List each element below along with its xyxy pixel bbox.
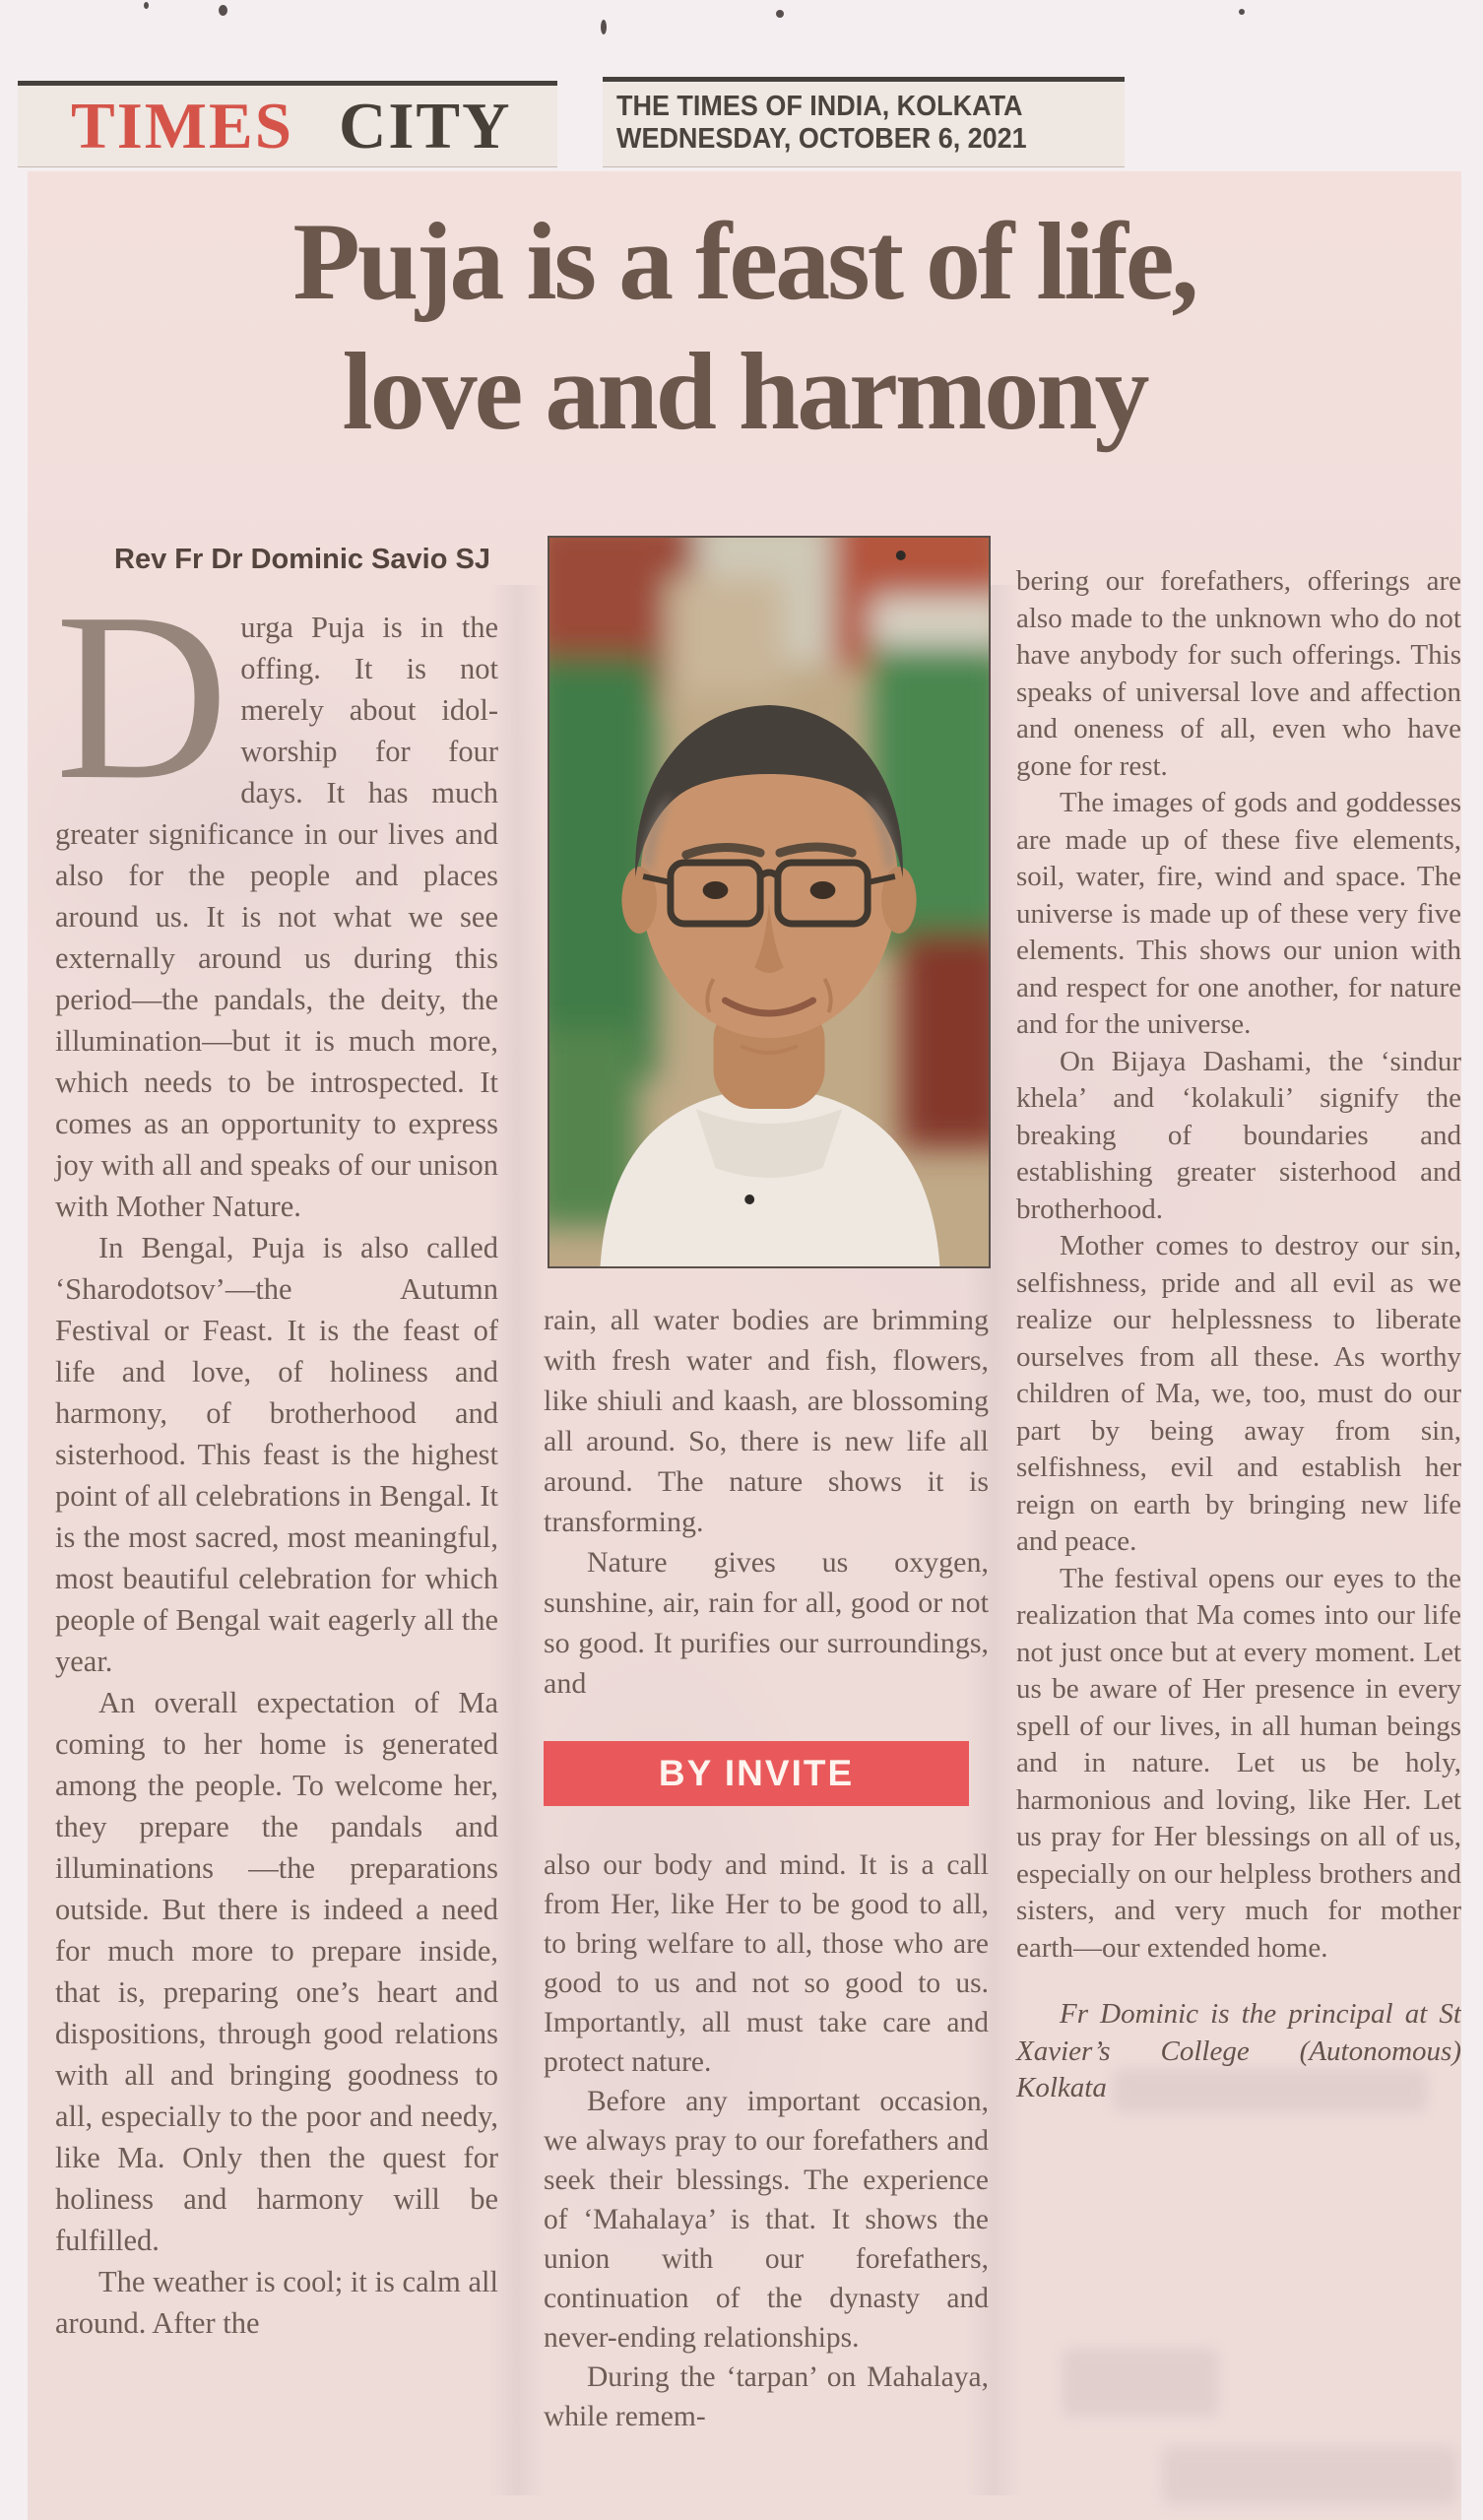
author-portrait-illustration [549,538,989,1266]
newspaper-clipping [28,171,1461,2520]
masthead-paper-name: THE TIMES OF INDIA, KOLKATA [616,91,1023,122]
headline-line-2: love and harmony [342,331,1147,453]
col1-para-3: An overall expectation of Ma coming to her home is generated among the people. To welcome her, they prepare the pandals and illuminations —the preparations outside. But there is indeed a need for much more to prepare inside, that is, preparing one’s heart and dispositions, through good relations with all and bringing goodness to all, especially to the poor and needy, like Ma. Only then the quest for holiness and harmony will be fulfilled. [55,1686,498,2257]
col1-para-1-text: urga Puja is in the offing. It is not merely about idol-worship for four days. It has much greater significance in our lives and also for the people and places around us. It is not what we see externally around us during this period—the pandals, the deity, the illumination—but it is much more, which needs to be introspected. It comes as an opportunity to express joy with all and speaks of our unison with Mother Nature. [55,611,498,1223]
col3-para-4: Mother comes to destroy our sin, selfishness, pride and all evil as we realize our helplessness to liberate ourselves from all these. As worthy children of Ma, we, too, must do our part by being away from sin, selfishness, evil and establish her reign on earth by bringing new life and peace. [1016,1230,1461,1557]
bleed-through-mark [1162,2446,1457,2505]
by-invite-badge: BY INVITE [544,1741,969,1806]
bleed-through-mark [1062,2348,1219,2417]
scan-speck [601,20,607,34]
article-byline: Rev Fr Dr Dominic Savio SJ [114,544,490,575]
article-headline [28,197,1461,457]
masthead-edition [603,77,1125,167]
drop-cap: D [55,563,229,829]
masthead-brand-times: TIMES [71,89,293,162]
col2-para-3: also our body and mind. It is a call from Her, like Her to be good to all, to bring welfare to all, those who are good to us and not so good to us. Importantly, all must take care and protect nature. [544,1849,989,2078]
scan-speck [1239,9,1245,15]
headline-line-1: Puja is a feast of life, [292,201,1196,323]
col2-para-1: rain, all water bodies are brimming with fresh water and fish, flowers, like shiuli and kaash, are blossoming all around. So, there is new life all around. The nature shows it is transforming. [544,1304,989,1538]
col3-para-2: The images of gods and goddesses are made up of these five elements, soil, water, fire, wind and space. The universe is made up of these very five elements. This shows our union with and respect for one another, for nature and for the universe. [1016,787,1461,1040]
col2-para-4: Before any important occasion, we always pray to our forefathers and seek their blessings. The experience of ‘Mahalaya’ is that. It shows the union with our forefathers, continuation of the dynasty and never-ending relationships. [544,2086,989,2354]
scan-speck [776,10,784,18]
masthead-date: WEDNESDAY, OCTOBER 6, 2021 [616,123,1027,155]
scan-speck [144,2,149,9]
author-credit-line: Fr Dominic is the principal at St Xavier’s College (Autonomous) Kolkata [1016,1998,1461,2103]
col2-para-5: During the ‘tarpan’ on Mahalaya, while remem- [544,2361,989,2432]
author-photo [548,536,991,1268]
col2-para-2: Nature gives us oxygen, sunshine, air, rain for all, good or not so good. It purifies our surroundings, and [544,1546,989,1700]
article-column-3 [1016,563,1461,2107]
scan-speck [219,5,227,16]
col3-para-3: On Bijaya Dashami, the ‘sindur khela’ and ‘kolakuli’ signify the breaking of boundaries and establishing greater sisterhood and brotherhood. [1016,1045,1461,1225]
col3-para-1: bering our forefathers, offerings are also made to the unknown who do not have anybody for such offerings. This speaks of universal love and affection and oneness of all, even who have gone for rest. [1016,565,1461,782]
col1-para-4: The weather is cool; it is calm all around. After the [55,2265,498,2340]
article-column-2-upper [544,1300,989,1704]
article-column-2-lower [544,1845,989,2436]
col1-para-1 [55,563,498,1227]
col3-para-5: The festival opens our eyes to the realization that Ma comes into our life not just once but at every moment. Let us be aware of Her presence in every spell of our lives, in all human beings and in nature. Let us be holy, harmonious and loving, like Her. Let us pray for Her blessings on all of us, especially on our helpless brothers and sisters, and very much for mother earth—our extended home. [1016,1562,1461,1964]
article-column-1 [55,563,498,2344]
masthead-brand [18,81,557,167]
col1-para-2: In Bengal, Puja is also called ‘Sharodotsov’—the Autumn Festival or Feast. It is the feast of life and love, of holiness and harmony, of brotherhood and sisterhood. This feast is the highest point of all celebrations in Bengal. It is the most sacred, most meaningful, most beautiful celebration for which people of Bengal wait eagerly all the year. [55,1231,498,1678]
masthead-brand-city: CITY [338,89,512,162]
bleed-through-mark [1113,2068,1428,2113]
